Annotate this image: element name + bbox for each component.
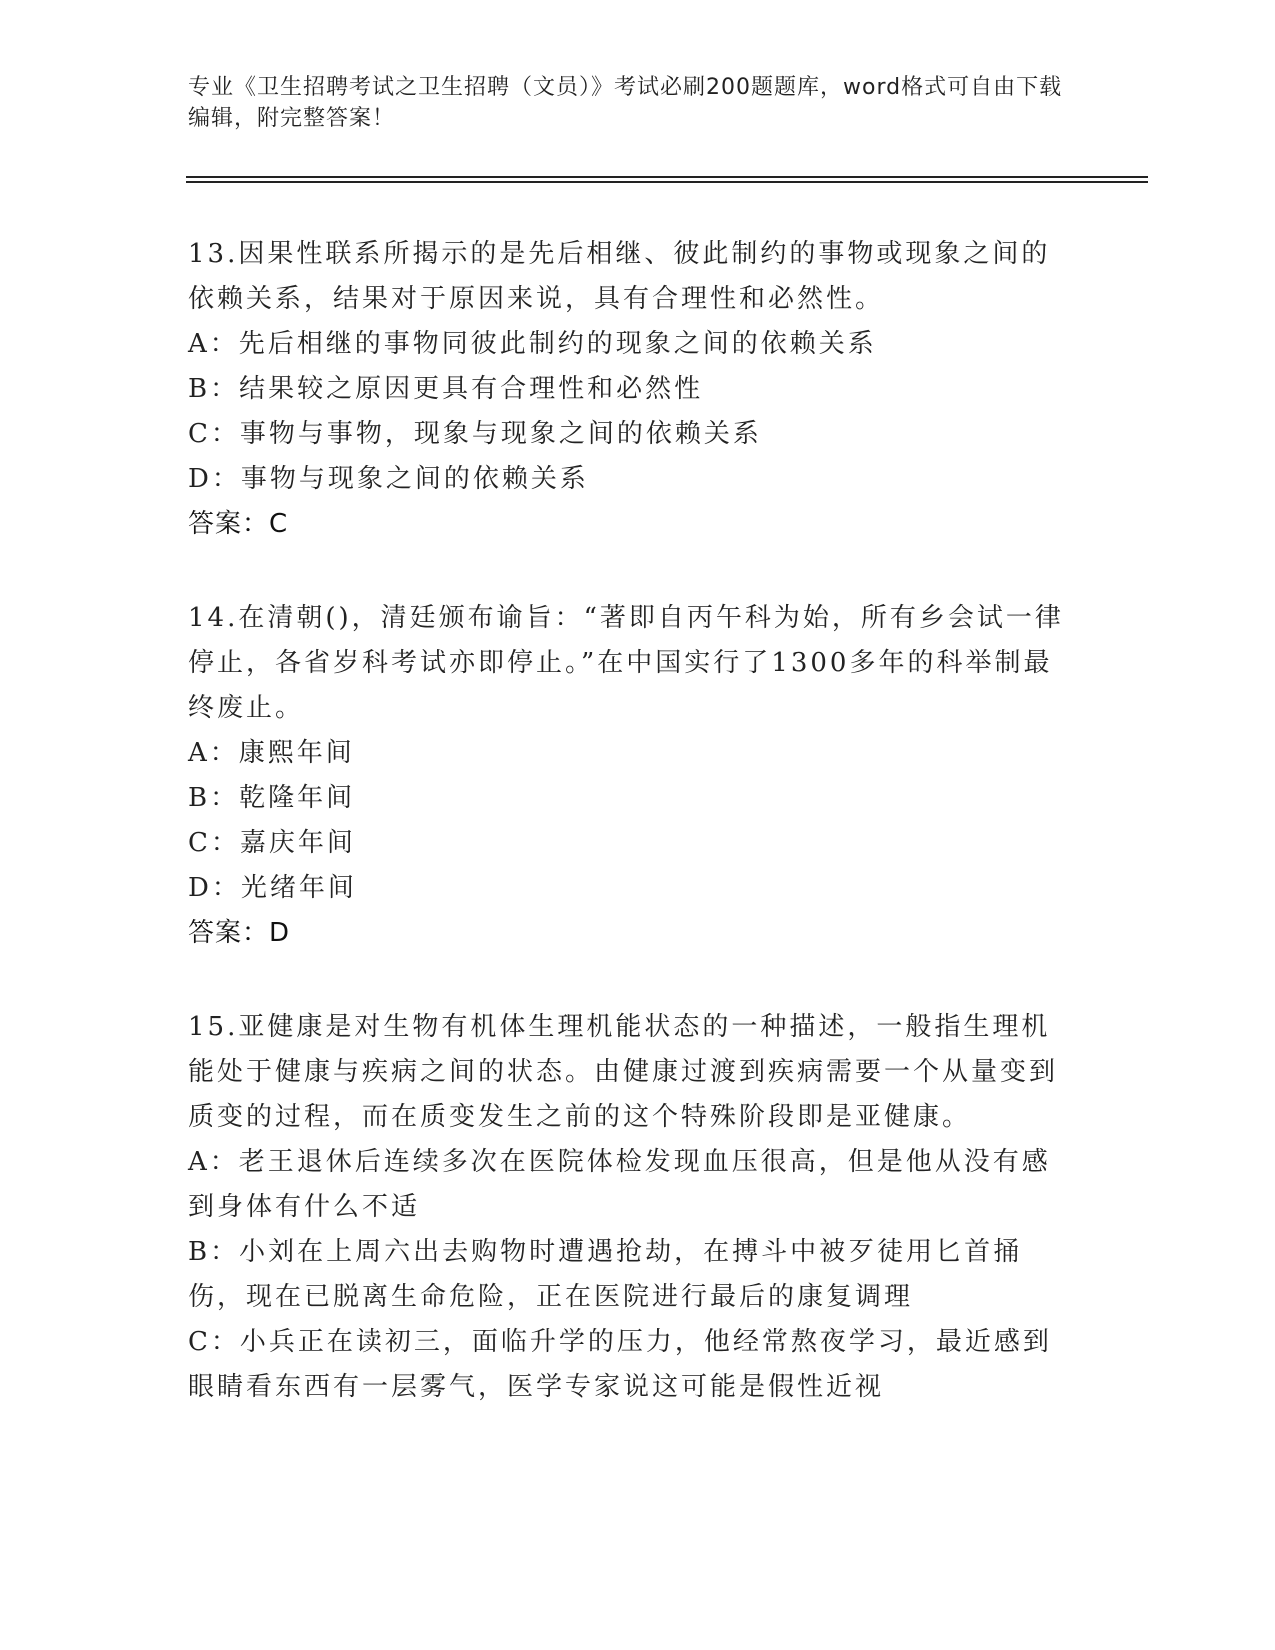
option-b: B：小刘在上周六出去购物时遭遇抢劫，在搏斗中被歹徒用匕首捅伤，现在已脱离生命危险，正在医院进行最后的康复调理 [188,1237,1023,1312]
option-a: A：老王退休后连续多次在医院体检发现血压很高，但是他从没有感到身体有什么不适 [188,1147,1051,1222]
question-stem: 14.在清朝()，清廷颁布谕旨：“著即自丙午科为始，所有乡会试一律停止，各省岁科考试亦即停止。”在中国实行了1300多年的科举制最终废止。 [188,603,1064,723]
question-stem: 15.亚健康是对生物有机体生理机能状态的一种描述，一般指生理机能处于健康与疾病之间的状态。由健康过渡到疾病需要一个从量变到质变的过程，而在质变发生之前的这个特殊阶段即是亚健康。 [188,1012,1059,1132]
option-c: C：事物与事物，现象与现象之间的依赖关系 [188,419,762,449]
option-b: B：乾隆年间 [188,783,356,813]
option-d: D：事物与现象之间的依赖关系 [188,464,589,494]
answer: 答案：C [188,509,289,539]
document-header: 专业《卫生招聘考试之卫生招聘（文员）》考试必刷200题题库，word格式可自由下载编辑，附完整答案！ [188,75,1063,131]
option-d: D：光绪年间 [188,873,357,903]
question-13 [188,232,1068,547]
header-divider-bottom [186,181,1148,183]
question-15 [188,1005,1068,1410]
option-c: C：嘉庆年间 [188,828,356,858]
option-c: C：小兵正在读初三，面临升学的压力，他经常熬夜学习，最近感到眼睛看东西有一层雾气，医学专家说这可能是假性近视 [188,1327,1052,1402]
question-stem: 13.因果性联系所揭示的是先后相继、彼此制约的事物或现象之间的依赖关系，结果对于原因来说，具有合理性和必然性。 [188,239,1051,314]
question-14 [188,596,1068,956]
option-a: A：先后相继的事物同彼此制约的现象之间的依赖关系 [188,329,877,359]
answer: 答案：D [188,918,291,948]
header-divider-top [186,176,1148,178]
option-a: A：康熙年间 [188,738,355,768]
option-b: B：结果较之原因更具有合理性和必然性 [188,374,704,404]
